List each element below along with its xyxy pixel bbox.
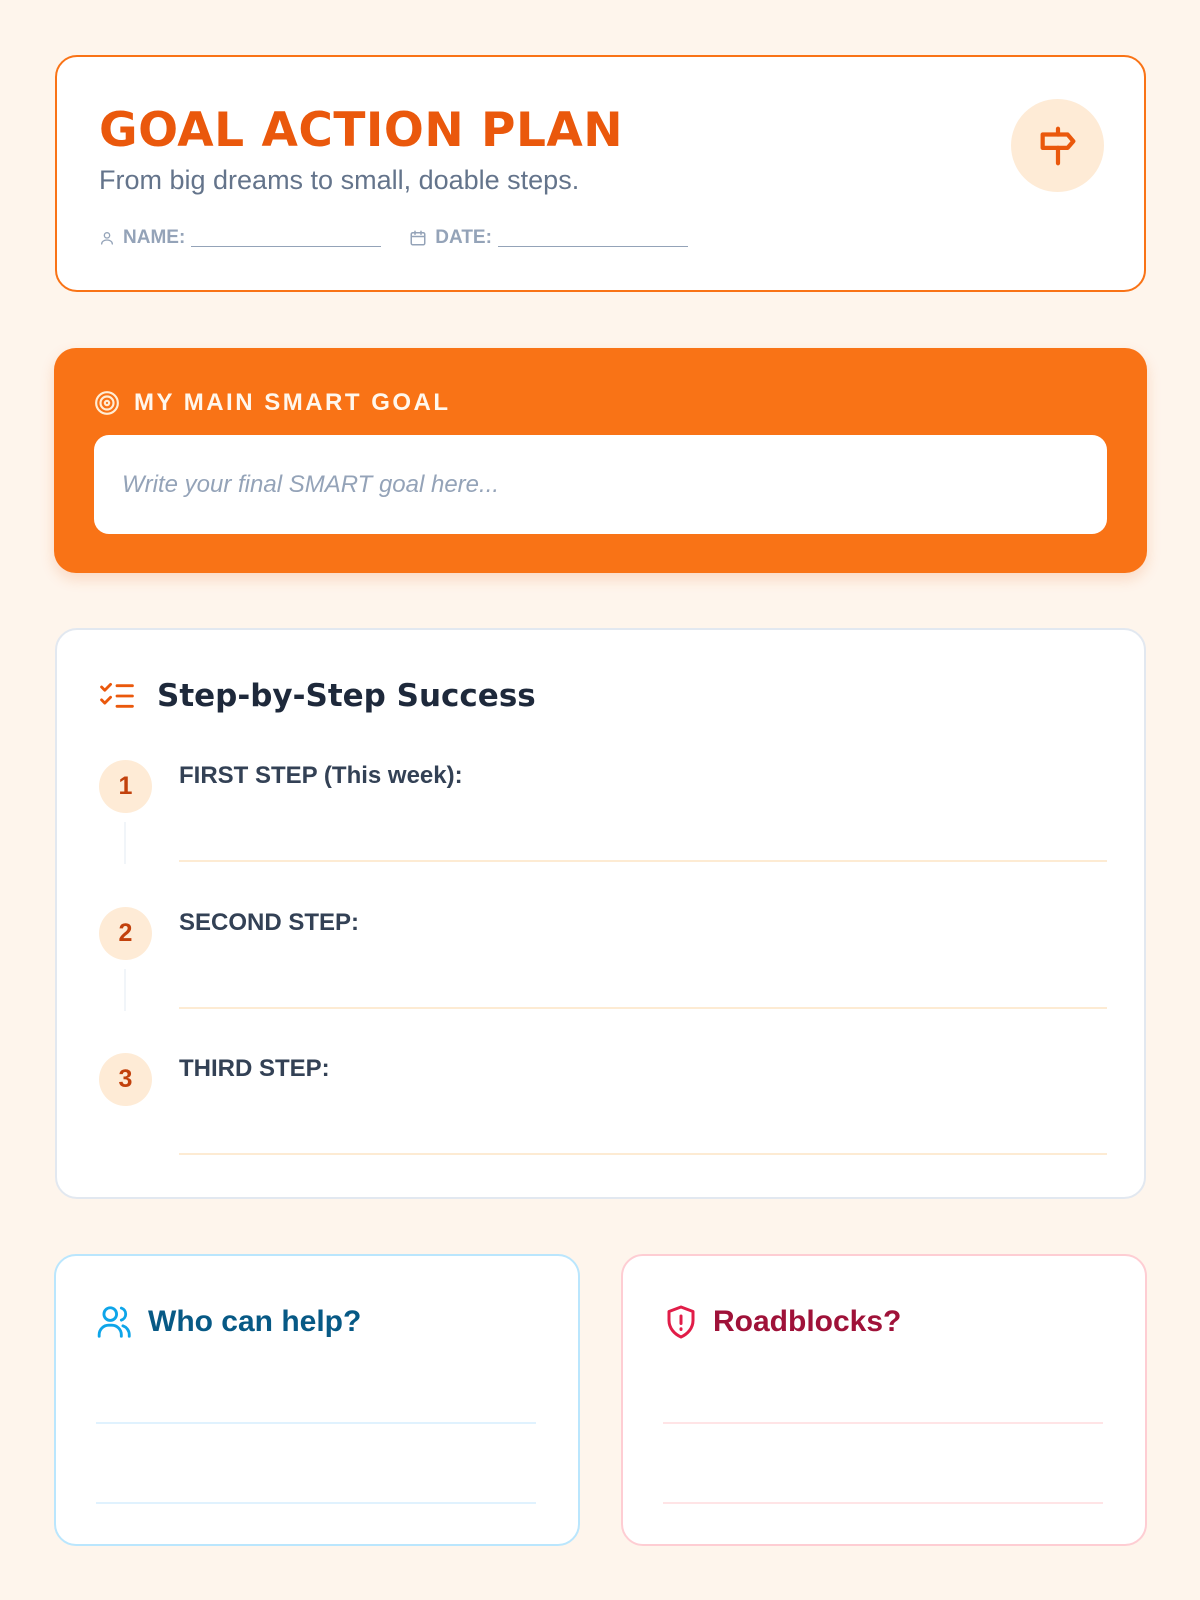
step-2-answer[interactable]	[179, 969, 1107, 1009]
step-1-answer[interactable]	[179, 822, 1107, 862]
roadblocks-heading	[663, 1302, 901, 1342]
signpost-badge	[1011, 99, 1104, 192]
step-connector	[124, 969, 126, 1011]
help-line-2[interactable]	[96, 1464, 536, 1504]
page-title: GOAL ACTION PLAN	[99, 103, 624, 158]
step-label: FIRST STEP (This week):	[179, 762, 463, 789]
date-blank[interactable]	[498, 229, 688, 247]
main-goal-label: MY MAIN SMART GOAL	[134, 389, 451, 416]
roadblocks-title: Roadblocks?	[713, 1305, 902, 1338]
help-card	[54, 1254, 580, 1546]
step-row	[99, 1053, 1107, 1153]
meta-row	[99, 225, 688, 251]
roadblocks-line-2[interactable]	[663, 1464, 1103, 1504]
help-heading	[96, 1302, 361, 1342]
help-title: Who can help?	[148, 1305, 362, 1338]
target-icon	[94, 390, 120, 416]
steps-title: Step-by-Step Success	[157, 678, 536, 714]
step-number: 2	[99, 907, 152, 960]
header-card	[55, 55, 1146, 292]
smart-goal-input[interactable]	[94, 435, 1107, 534]
step-row	[99, 760, 1107, 860]
steps-card	[55, 628, 1146, 1199]
date-field[interactable]	[409, 227, 688, 249]
step-label: THIRD STEP:	[179, 1055, 330, 1082]
step-number: 1	[99, 760, 152, 813]
steps-heading	[99, 674, 536, 718]
roadblocks-line-1[interactable]	[663, 1384, 1103, 1424]
step-3-answer[interactable]	[179, 1115, 1107, 1155]
step-number: 3	[99, 1053, 152, 1106]
main-goal-heading	[94, 388, 451, 418]
step-row	[99, 907, 1107, 1007]
main-goal-card	[54, 348, 1147, 573]
roadblocks-card	[621, 1254, 1147, 1546]
name-label: NAME:	[123, 227, 186, 248]
date-label: DATE:	[435, 227, 492, 248]
step-connector	[124, 822, 126, 864]
calendar-icon	[409, 229, 427, 247]
help-line-1[interactable]	[96, 1384, 536, 1424]
step-label: SECOND STEP:	[179, 909, 360, 936]
user-icon	[99, 230, 115, 246]
page-subtitle: From big dreams to small, doable steps.	[99, 165, 580, 195]
name-field[interactable]	[99, 227, 381, 249]
checklist-icon	[99, 680, 135, 712]
users-icon	[96, 1303, 134, 1341]
name-blank[interactable]	[191, 229, 381, 247]
shield-alert-icon	[663, 1303, 699, 1341]
signpost-icon	[1035, 123, 1081, 169]
